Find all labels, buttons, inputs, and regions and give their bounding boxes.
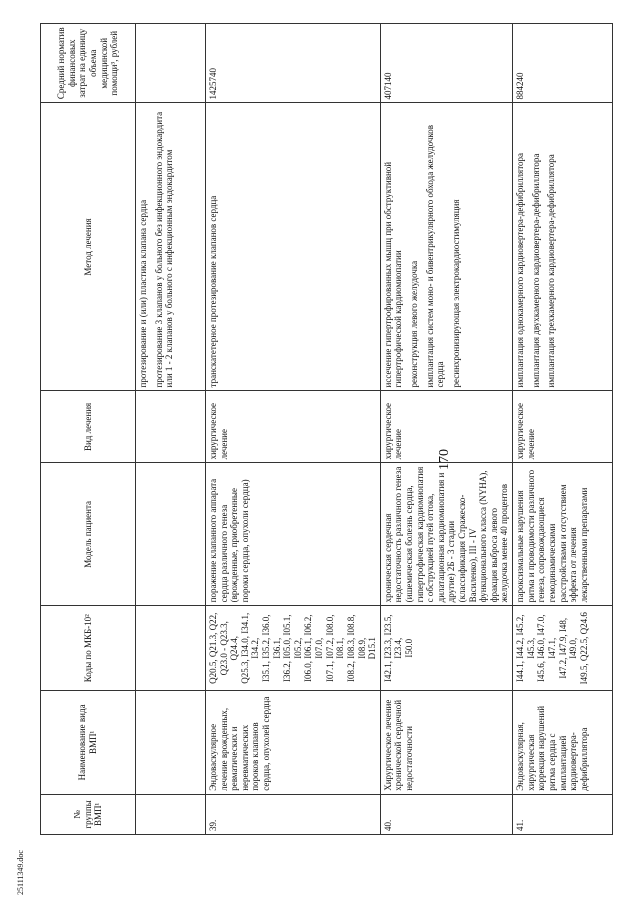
cell-patient-model: хроническая сердечная недостаточность различного генеза (ишемическая болезнь сердца, гипертрофическая кардиомиопатия с обструкцией путей оттока, дилатационная кардиомиопатия и другие) 2Б - 3 стадии (классификация Стражеско-Василенко), III - IV функционального класса (NYHA), фракция выброса левого желудочка менее 40 процентов [380,463,512,606]
cell-treatment-type [136,391,206,463]
cell-icd-codes [136,606,206,691]
cell-cost: 1425740 [206,24,381,103]
icd-code-line: I06.0, I06.1, I06.2, I07.0, [303,614,325,682]
icd-code-line: I42.1, I23.3, I23.5, I23.4, [382,614,404,682]
cell-icd-codes [206,606,381,691]
method-item: транскатетерное протезирование клапанов сердца [208,195,218,388]
cell-treatment-method [206,103,381,391]
cell-treatment-method [136,103,206,391]
cell-treatment-method [380,103,512,391]
header-cost: Средний норматив финансовых затрат на единицу объема медицинской помощи³, рублей [41,24,136,103]
cell-group-number: 39. [206,794,381,834]
cell-vmp-name: Хирургическое лечение хронической сердечной недостаточности [380,691,512,795]
icd-code-line: I35.1, I35.2, I36.0, I36.1, [261,614,282,682]
header-icd-codes: Коды по МКБ-10² [41,606,136,691]
icd-code-line: I08.2, I08.3, I08.8, I08.9, [345,614,367,682]
cell-cost [136,24,206,103]
cell-treatment-type: хирургическое лечение [380,391,512,463]
document-reference: 25111349.doc [16,850,25,895]
cell-group-number [136,794,206,834]
cell-group-number: 41. [513,794,613,834]
header-vmp-name: Наименование вида ВМП¹ [41,691,136,795]
icd-code-line: I07.1, I07.2, I08.0, I08.1, [324,614,346,682]
cell-patient-model [136,463,206,606]
icd-code-line: Q25.3, I34.0, I34.1, I34.2, [239,612,261,684]
icd-code-line: I36.2, I05.0, I05.1, I05.2, [282,614,303,682]
table-row [136,24,206,835]
header-treatment-type: Вид лечения [41,391,136,463]
table-row [206,24,381,835]
icd-code-line: D15.1 [367,637,378,660]
icd-code-line: I44.1, I44.2, I45.2, I45.3, [515,614,536,682]
method-item: реконструкция левого желудочка [408,260,419,388]
method-item: протезирование и (или) пластика клапана сердца [138,199,148,388]
icd-code-line: I47.2, I47.9, I48, I49.0, [557,617,579,679]
cell-vmp-name: Эндоваскулярное лечение врожденных, ревматических и неревматических пороков клапанов сердца, опухолей сердца [206,691,381,795]
method-item: имплантация трехкамерного кардиовертера-дефибриллятора [546,154,557,388]
method-item: ресинхронизирующая электрокардиостимуляция [450,199,461,388]
method-item: иссечение гипертрофированных мышц при обструктивной гипертрофической кардиомиопатии [382,161,404,388]
cell-patient-model: пароксизмальные нарушения ритма и проводимости различного генеза, сопровождающиеся гемодинамическими расстройствами и отсутствием эффекта от лечения лекарственными препаратами [513,463,613,606]
method-item: имплантация систем моно- и бивентрикулярного обхода желудочков сердца [424,124,446,388]
table-row [513,24,613,835]
icd-code-line: Q23.0 - Q23.3, Q24.4, [218,621,240,676]
cell-patient-model: поражение клапанного аппарата сердца различного генеза (врожденные, приобретенные пороки сердца, опухоли сердца) [206,463,381,606]
table-header-row [41,24,136,835]
header-treatment-method: Метод лечения [41,103,136,391]
cell-cost: 884240 [513,24,613,103]
cell-vmp-name: Эндоваскулярная, хирургическая коррекция нарушений ритма сердца с имплантацией кардиовертера-дефибриллятора [513,691,613,795]
icd-code-line: I45.6, I46.0, I47.0, I47.1, [536,614,557,682]
cell-cost: 407140 [380,24,512,103]
method-item: имплантация однокамерного кардиовертера-дефибриллятора [515,152,526,388]
method-item: протезирование 3 клапанов у больного без инфекционного эндокардита или 1 - 2 клапанов у больного с инфекционным эндокардитом [153,111,175,388]
cell-icd-codes [513,606,613,691]
icd-code-line: I49.5, Q22.5, Q24.6 [578,612,589,685]
header-group-number: № группы ВМП¹ [41,794,136,834]
cell-group-number: 40. [380,794,512,834]
cell-icd-codes [380,606,512,691]
cell-treatment-type: хирургическое лечение [206,391,381,463]
cell-vmp-name [136,691,206,795]
method-item: имплантация двухкамерного кардиовертера-дефибриллятора [530,153,541,388]
icd-code-line: Q20.5, Q21.3, Q22, [208,612,218,684]
header-patient-model: Модель пациента [41,463,136,606]
page-number: 170 [437,449,452,470]
table-row [380,24,512,835]
icd-code-line: I50.0 [403,638,414,658]
vmp-table [40,23,613,835]
cell-treatment-type: хирургическое лечение [513,391,613,463]
cell-treatment-method [513,103,613,391]
